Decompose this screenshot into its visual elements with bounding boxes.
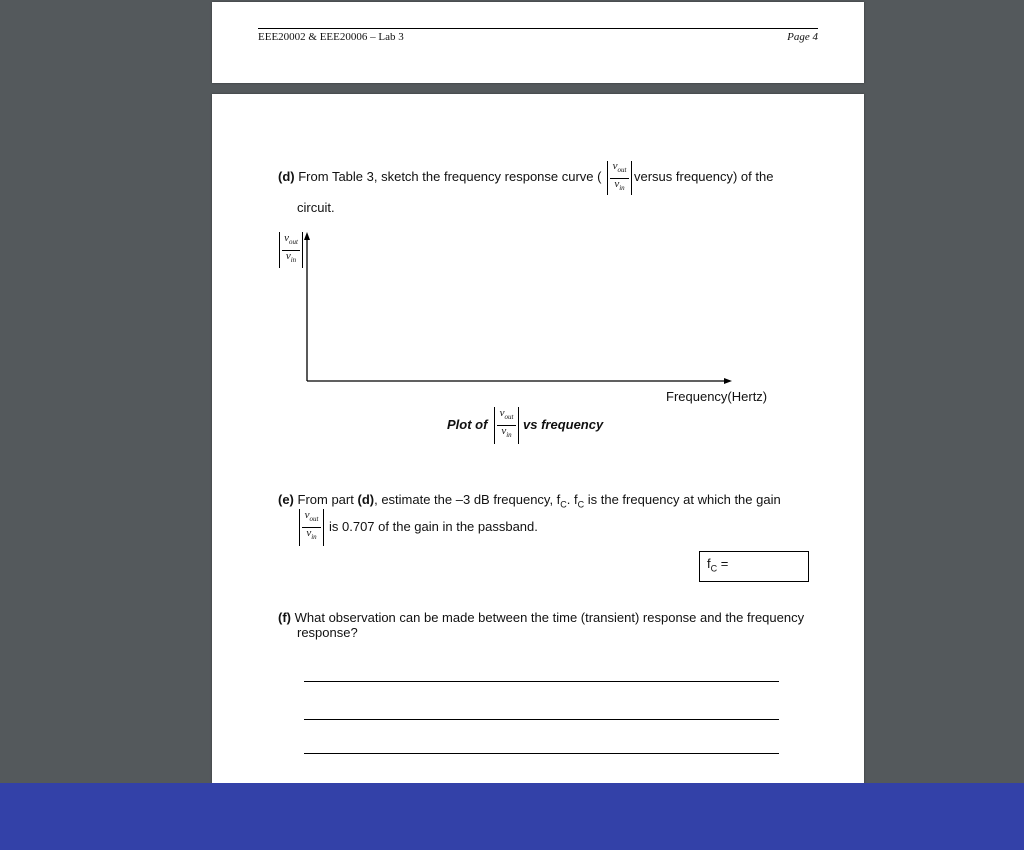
caption-fraction: $v_{out}$ $v_{in}$ [494,407,519,444]
fc-label: $f_C$ = [707,556,729,574]
gain-fraction-e: $v_{out}$ $v_{in}$ [299,509,324,546]
denominator-sub: in [619,184,625,193]
document-page [212,94,864,794]
denominator-v: v [614,178,620,190]
answer-line-2[interactable] [304,719,779,720]
x-axis-arrow [724,378,732,384]
page-number: Page 4 [787,31,818,43]
x-axis-label: Frequency(Hertz) [666,389,768,404]
plot-caption-post: vs frequency [523,417,604,432]
part-f-line1: (f) What observation can be made between the time (transient) response and the frequency [278,610,805,625]
part-d-text-pre: From Table 3, sketch the frequency response curve ( [298,169,602,184]
part-d-label: (d) [278,169,295,184]
taskbar [0,783,1024,850]
part-d-line2: circuit. [297,200,335,215]
numerator-sub: out [617,166,627,175]
part-e-line2: is 0.707 of the gain in the passband. [329,519,538,534]
plot-caption-pre: Plot of [447,417,488,432]
y-axis-label: $v_{out}$ $v_{in}$ [279,232,303,268]
page-header-sheet [212,2,864,83]
part-e-line1: (e) From part (d), estimate the –3 dB frequency, $f_C$. $f_C$ is the frequency at which the gain [278,492,781,510]
part-d-text-post: versus frequency) of the [634,169,774,184]
answer-line-3[interactable] [304,753,779,754]
part-f-label: (f) [278,610,291,625]
answer-line-1[interactable] [304,681,779,682]
frequency-response-axes [212,94,864,414]
header-rule [258,28,818,29]
numerator-v: v [612,160,618,172]
fc-answer-box[interactable] [699,551,809,582]
y-axis-arrow [304,232,310,240]
part-f-line2: response? [297,625,358,640]
part-e-label: (e) [278,492,294,507]
course-code: EEE20002 & EEE20006 – Lab 3 [258,31,404,43]
